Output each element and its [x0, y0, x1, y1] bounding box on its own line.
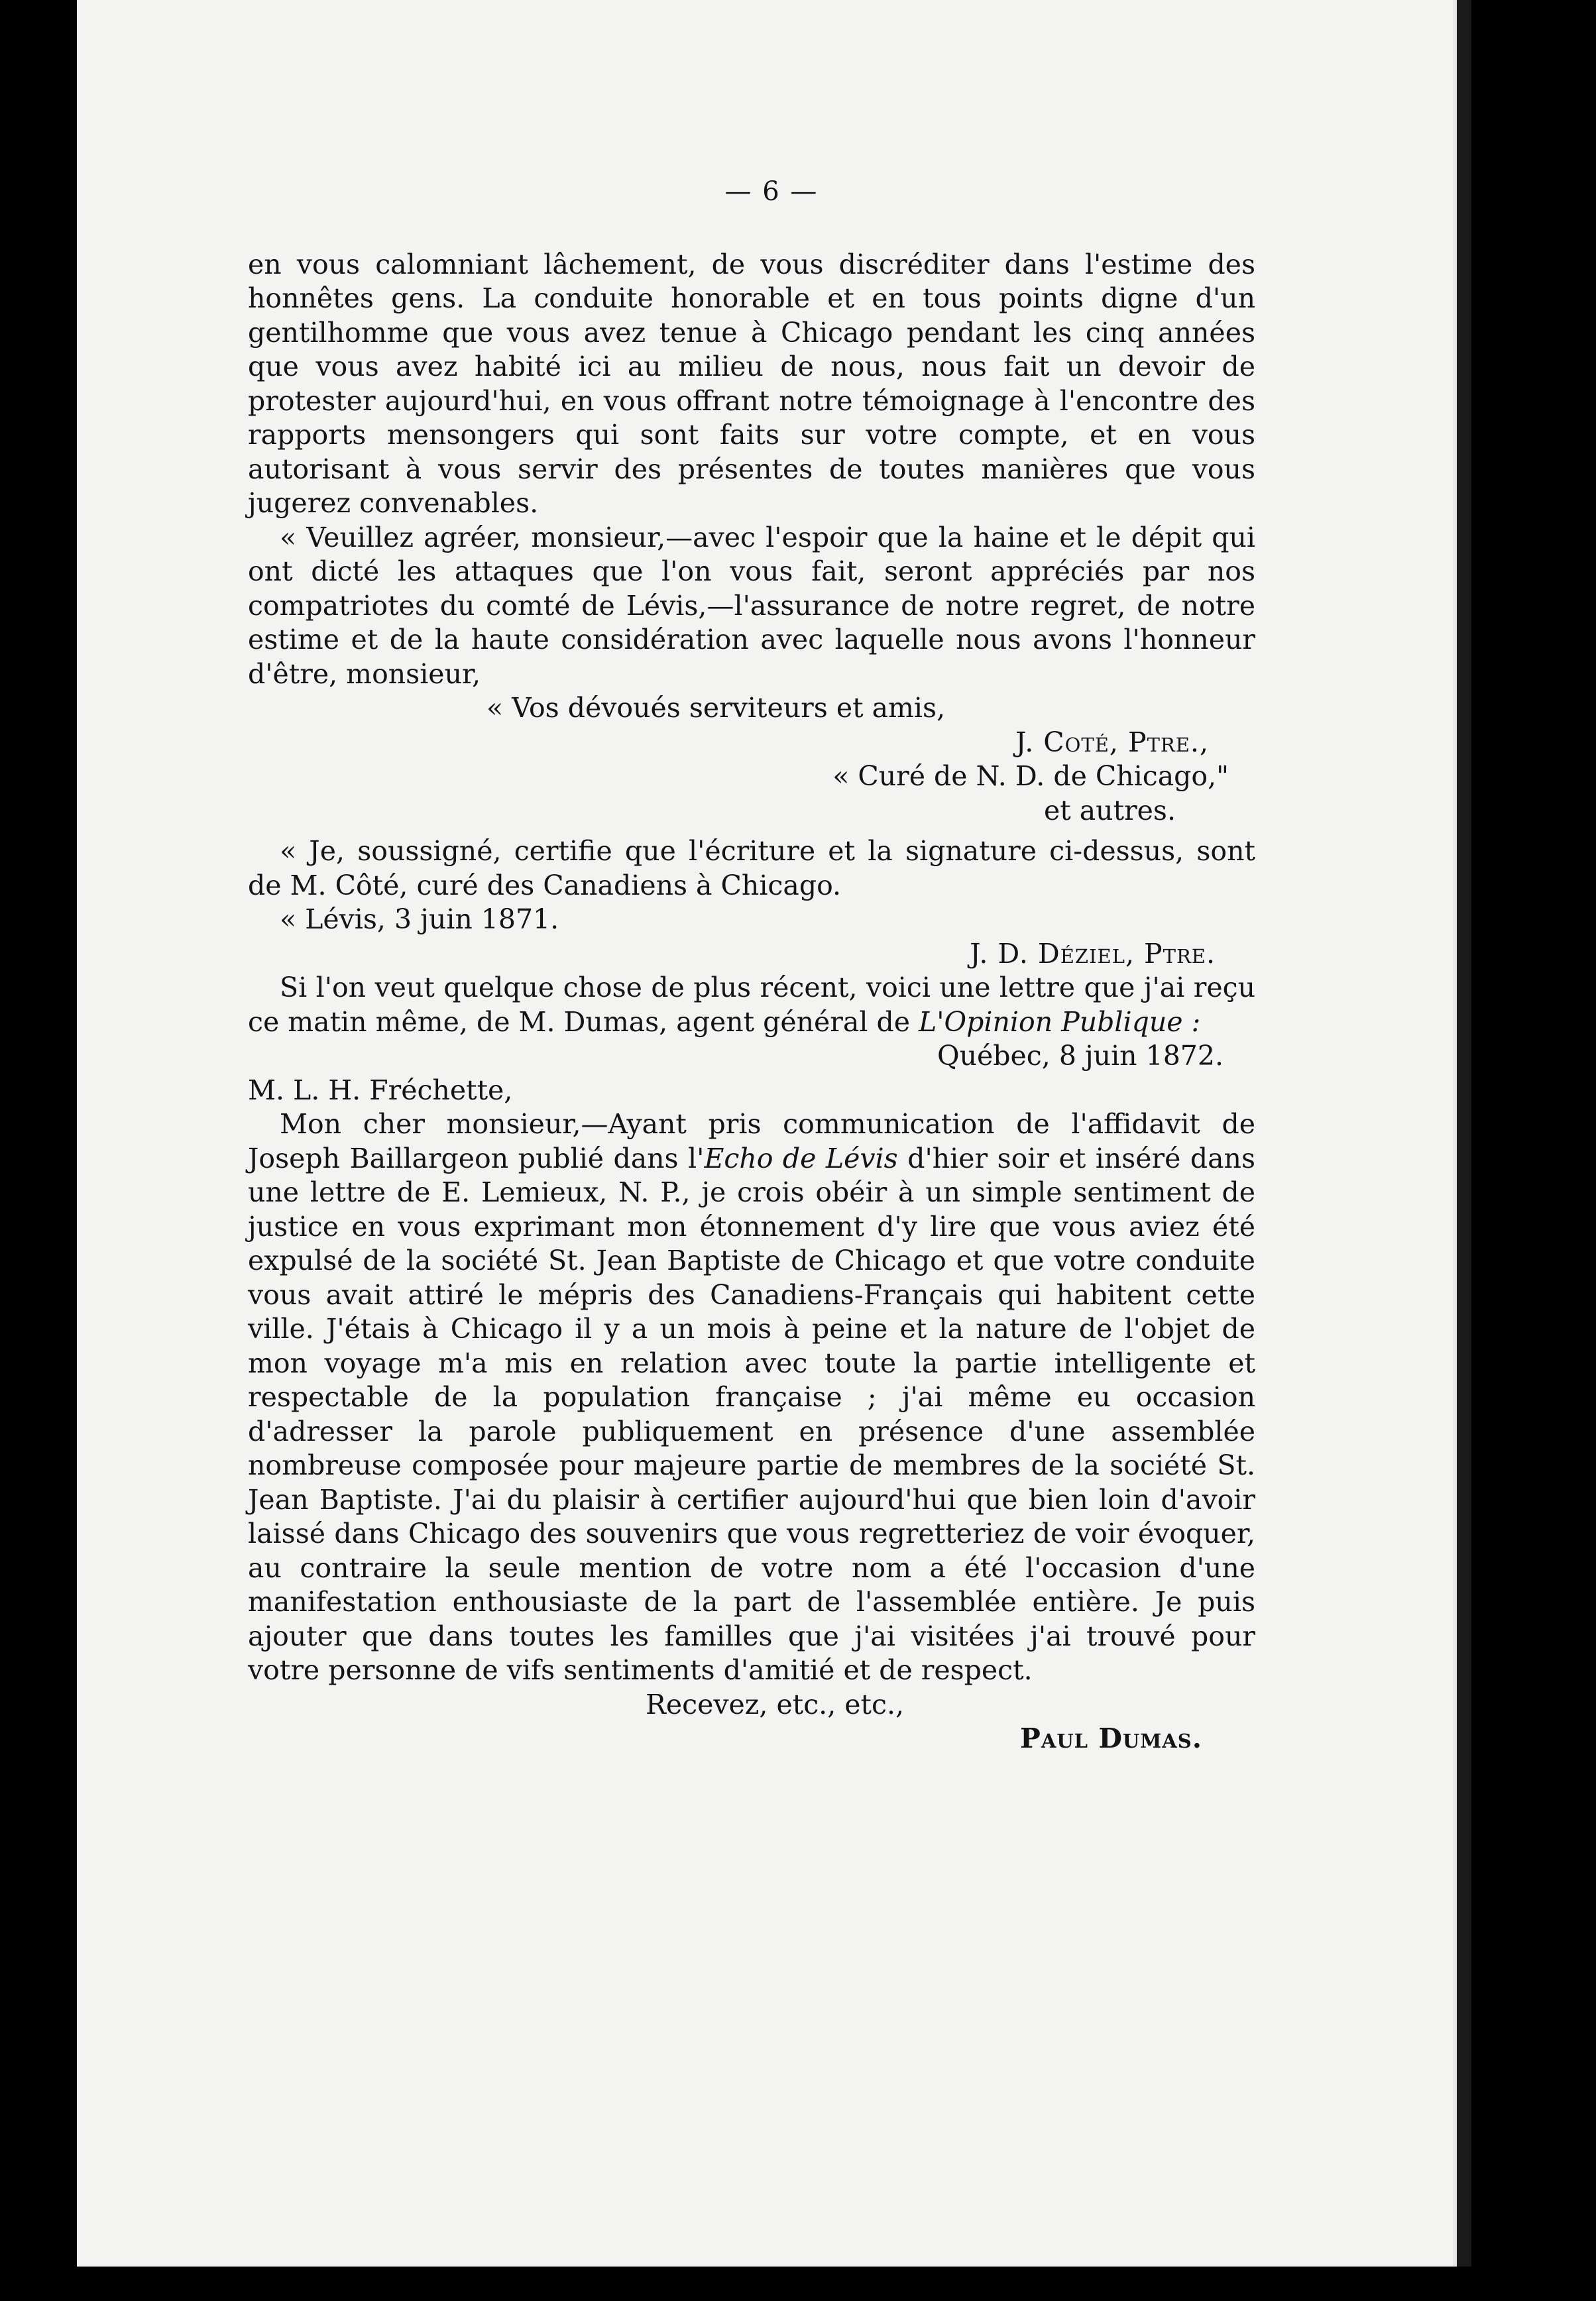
letter2-closing: Recevez, etc., etc., [646, 1688, 905, 1720]
letter1-salutation: « Vos dévoués serviteurs et amis, [486, 692, 946, 724]
page-text [248, 175, 1255, 1756]
intro-paragraph [248, 971, 1255, 1039]
letter2-body-start: Mon cher monsieur,—Ayant pris communication de l'affidavit de Joseph Baillargeon publié dans l' [248, 1108, 1255, 1174]
letter2-place-date: Québec, 8 juin 1872. [937, 1040, 1224, 1072]
letter2-body-rest: d'hier soir et inséré dans une lettre de E. Lemieux, N. P., je crois obéir à un simple sentiment de justice en vous exprimant mon étonnement d'y lire que vous aviez été expulsé de la société St. Jean Baptiste de Chicago et que votre conduite vous avait attiré le mépris des Canadiens-Français qui habitent cette ville. J'étais à Chicago il y a un mois à peine et la nature de l'objet de mon voyage m'a mis en relation avec toute la partie intelligente et respectable de la population française ; j'ai même eu occasion d'adresser la parole publiquement en présence d'une assemblée nombreuse composée pour majeure partie de membres de la société St. Jean Baptiste. J'ai du plaisir à certifier aujourd'hui que bien loin d'avoir laissé dans Chicago des souvenirs que vous regretteriez de voir évoquer, au contraire la seule mention de votre nom a été l'occasion d'une manifestation enthousiaste de la part de l'assemblée entière. Je puis ajouter que dans toutes les familles que j'ai visitées j'ai trouvé pour votre personne de vifs sentiments d'amitié et de respect. [248, 1142, 1256, 1686]
letter2-body [248, 1107, 1255, 1688]
cert-signer-name: J. D. Déziel, Ptre. [970, 937, 1216, 970]
intro-text: Si l'on veut quelque chose de plus récent, voici une lettre que j'ai reçu ce matin même, de M. Dumas, agent général de [248, 972, 1255, 1038]
cert-place-date: « Lévis, 3 juin 1871. [280, 903, 559, 935]
letter2-addressee: M. L. H. Fréchette, [248, 1074, 513, 1106]
letter1-signer [248, 726, 1255, 760]
letter1-body: en vous calomniant lâchement, de vous discréditer dans l'estime des honnêtes gens. La conduite honorable et en tous points digne d'un gentilhomme que vous avez tenue à Chicago pendant les cinq années que vous avez habité ici au milieu de nous, nous fait un devoir de protester aujourd'hui, en vous offrant notre témoignage à l'encontre des rapports mensongers qui sont faits sur votre compte, et en vous autorisant à vous servir des présentes de toutes manières que vous jugerez convenables. [248, 248, 1255, 519]
letter2-signer [248, 1722, 1255, 1756]
letter2-signer-name: Paul Dumas. [1020, 1722, 1202, 1754]
scan-margin-bottom [0, 2267, 1596, 2301]
letter1-signer-title: « Curé de N. D. de Chicago," [832, 760, 1229, 792]
letter1-others: et autres. [1043, 794, 1176, 826]
letter1-closing: « Veuillez agréer, monsieur,—avec l'espoir que la haine et le dépit qui ont dicté les attaques que l'on vous fait, seront appréciés par nos compatriotes du comté de Lévis,—l'assurance de notre regret, de notre estime et de la haute considération avec laquelle nous avons l'honneur d'être, monsieur, [248, 521, 1255, 690]
scan-margin-right [1457, 0, 1596, 2301]
letter1-signer-name: J. Coté, Ptre., [1015, 726, 1209, 758]
page-number: — 6 — [724, 176, 819, 207]
newspaper-title: Echo de Lévis [704, 1142, 898, 1174]
cert-signer [248, 937, 1255, 972]
publication-title: L'Opinion Publique : [919, 1005, 1201, 1038]
certification: « Je, soussigné, certifie que l'écriture et la signature ci-dessus, sont de M. Côté, curé des Canadiens à Chicago. [248, 835, 1255, 901]
